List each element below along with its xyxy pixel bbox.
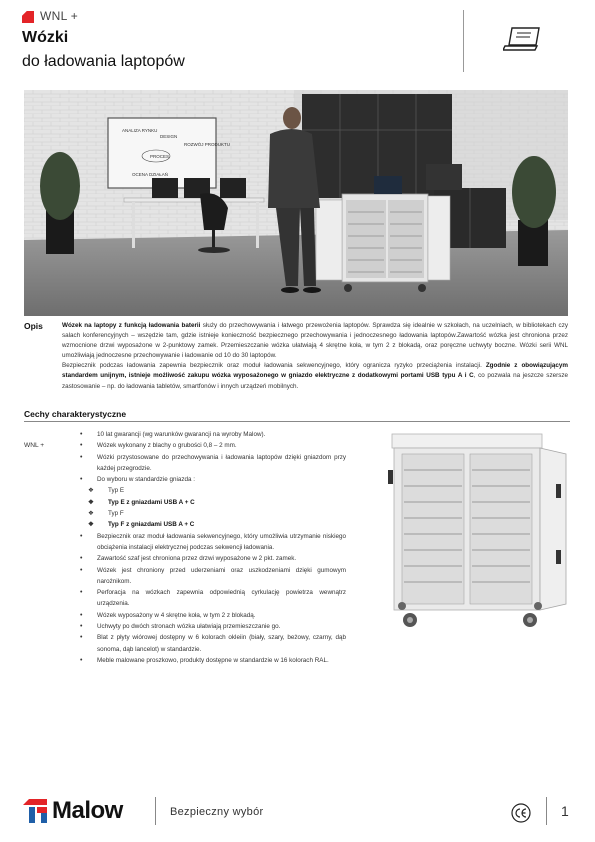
opis-text	[62, 321, 568, 392]
opis-bold-text: Wózek na laptopy z funkcją ładowania baterii	[62, 322, 201, 329]
brand-mark	[22, 11, 34, 23]
footer-slogan: Bezpieczny wybór	[170, 806, 264, 818]
opis-text-run: służy do przechowywania i łatwego przewożenia laptopów. Sprawdza się idealnie w szkołach, na uczelniach, w bibliotekach czy salach konferencyjnych – wszędzie tam, gdzie istnieje konieczność bezpiecznego przechowywania i jednoczesnego ładowania laptopów.Zawartość wózka jest chroniona przez wzmocnione drzwi wyposażone w 2-punktowy zamek. Przemieszczanie wózka ułatwiają 4 skrętne koła, w tym 2 z blokadą, oraz poręczne uchwyty boczne. Wózki serii WNL umożliwiają jednoczesne przechowywanie i ładowanie od 10 do 30 laptopów.	[62, 322, 568, 360]
hero-image	[24, 90, 568, 316]
feature-item: • 10 lat gwarancji (wg warunków gwarancji na wyroby Malow).	[78, 429, 346, 440]
opis-heading: Opis	[24, 321, 43, 331]
page-number: 1	[561, 803, 569, 819]
board-word-4: PROCES	[150, 154, 170, 159]
footer-divider	[155, 797, 156, 825]
opis-text-run: Bezpiecznik podczas ładowania zapewnia bezpiecznik oraz moduł ładowania sekwencyjnego, który ogranicza ryzyko przeciążenia instalacji.	[62, 362, 486, 370]
board-word-2: DESIGN	[160, 134, 178, 139]
feature-item: • Meble malowane proszkowo, produkty dostępne w standardzie w 16 kolorach RAL.	[78, 655, 346, 666]
footer-brand: Malow	[52, 797, 123, 824]
cart-product-image	[380, 430, 576, 640]
feature-item: • Zawartość szaf jest chroniona przez drzwi wyposażone w 2 pkt. zamek.	[78, 553, 346, 564]
model-label: WNL +	[24, 442, 45, 449]
opis-bold-text: Zgodnie z obowiązującym standardem unijnym, istnieje możliwość zakupu wózka wyposażonego w gniazdo elektryczne z dodatkowymi portami USB typu A i C	[62, 362, 568, 380]
office-scene	[24, 90, 568, 316]
product-code: WNL +	[40, 9, 79, 23]
opis-paragraph-1	[62, 321, 568, 361]
feature-item: • Bezpiecznik oraz moduł ładowania sekwencyjnego, który umożliwia utrzymanie niskiego obciążenia instalacji elektrycznej podczas sekwencji ładowania.	[78, 531, 346, 554]
features-list	[78, 429, 346, 666]
opis-text-run: , co pozwala na jeszcze szersze zastosowanie – np. do ładowania tabletów, smartfonów i innych urządzeń mobilnych.	[62, 372, 568, 390]
opis-paragraph-2	[62, 361, 568, 391]
socket-option: ❖ Typ F z gniazdami USB A + C	[78, 519, 346, 530]
feature-item: • Wózek wykonany z blachy o grubości 0,8 – 2 mm.	[78, 440, 346, 451]
features-divider	[24, 421, 570, 422]
feature-item: • Do wyboru w standardzie gniazda :	[78, 474, 346, 485]
page-subtitle: do ładowania laptopów	[22, 53, 185, 70]
page-title: Wózki	[22, 29, 69, 46]
socket-option: ❖ Typ E	[78, 485, 346, 496]
feature-item: • Blat z płyty wiórowej dostępny w 6 kolorach okleiin (biały, szary, beżowy, czarny, dąb sonoma, dąb lancelot) w standardzie.	[78, 632, 346, 655]
ce-mark-icon	[511, 803, 531, 823]
footer-divider-2	[546, 797, 547, 825]
features-heading: Cechy charakterystyczne	[24, 409, 127, 419]
socket-option: ❖ Typ E z gniazdami USB A + C	[78, 497, 346, 508]
laptop-icon	[503, 26, 543, 52]
socket-option: ❖ Typ F	[78, 508, 346, 519]
board-word-3: ROZWÓJ PRODUKTU	[184, 142, 230, 147]
feature-item: • Wózki przystosowane do przechowywania i ładowania laptopów dzięki gniazdom przy każdej przegrodzie.	[78, 452, 346, 475]
board-word-1: ANALIZA RYNKU	[122, 128, 158, 133]
feature-item: • Uchwyty po dwóch stronach wózka ułatwiają przemieszczanie go.	[78, 621, 346, 632]
feature-item: • Wózek wyposażony w 4 skrętne koła, w tym 2 z blokadą.	[78, 610, 346, 621]
feature-item: • Perforacja na wózkach zapewnia odpowiednią cyrkulację powietrza wewnątrz urządzenia.	[78, 587, 346, 610]
header-divider	[463, 10, 464, 72]
feature-item: • Wózek jest chroniony przed uderzeniami oraz uszkodzeniami dzięki gumowym narożnikom.	[78, 565, 346, 588]
malow-logo-icon	[23, 799, 47, 823]
board-word-5: OCENA DZIAŁAŃ	[132, 172, 169, 177]
